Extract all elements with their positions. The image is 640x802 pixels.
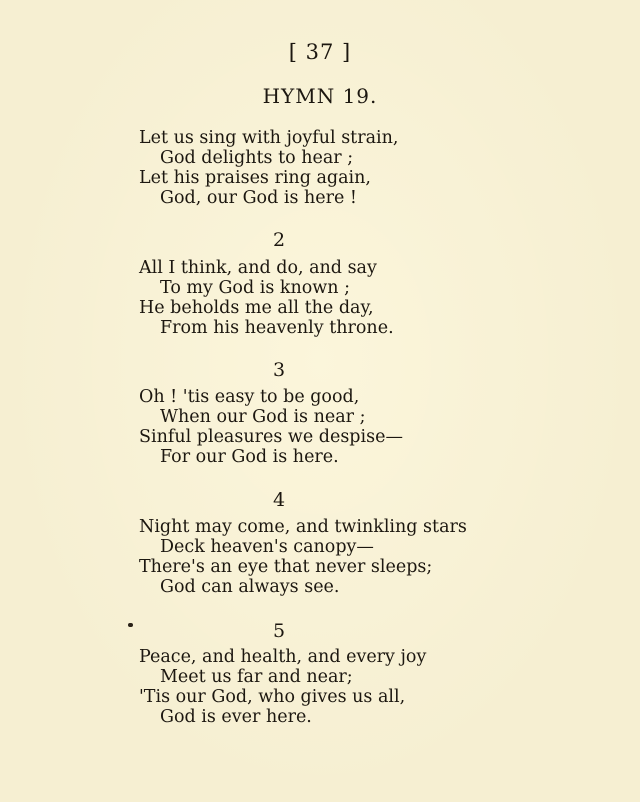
verse-5	[139, 647, 426, 727]
verse-1	[139, 128, 398, 208]
verse-number-3: 3	[272, 359, 286, 381]
verse-line: From his heavenly throne.	[160, 318, 394, 338]
verse-line: Let us sing with joyful strain,	[139, 128, 399, 148]
verse-line: God is ever here.	[160, 707, 312, 727]
verse-line: Meet us far and near;	[160, 667, 353, 687]
verse-line: God delights to hear ;	[160, 148, 354, 168]
verse-line: 'Tis our God, who gives us all,	[139, 687, 406, 707]
verse-line: When our God is near ;	[160, 407, 366, 427]
verse-line: Oh ! 'tis easy to be good,	[139, 387, 360, 407]
verse-number-5: 5	[272, 620, 286, 642]
verse-line: God, our God is here !	[160, 188, 357, 208]
verse-4	[139, 517, 467, 597]
verse-line: Let his praises ring again,	[139, 168, 371, 188]
verse-2	[139, 258, 394, 338]
verse-line: There's an eye that never sleeps;	[139, 557, 433, 577]
verse-line: Night may come, and twinkling stars	[139, 517, 467, 537]
verse-line: Sinful pleasures we despise—	[139, 427, 403, 447]
verse-line: For our God is here.	[160, 447, 339, 467]
verse-line: All I think, and do, and say	[139, 258, 377, 278]
verse-line: Deck heaven's canopy—	[160, 537, 374, 557]
verse-number-4: 4	[272, 489, 286, 511]
page-number: [ 37 ]	[288, 40, 352, 64]
verse-3	[139, 387, 403, 467]
verse-number-2: 2	[272, 229, 286, 251]
hymn-title: HYMN 19.	[262, 84, 378, 108]
verse-line: He beholds me all the day,	[139, 298, 374, 318]
ink-speck	[128, 623, 133, 627]
verse-line: God can always see.	[160, 577, 340, 597]
verse-line: To my God is known ;	[160, 278, 350, 298]
verse-line: Peace, and health, and every joy	[139, 647, 427, 667]
